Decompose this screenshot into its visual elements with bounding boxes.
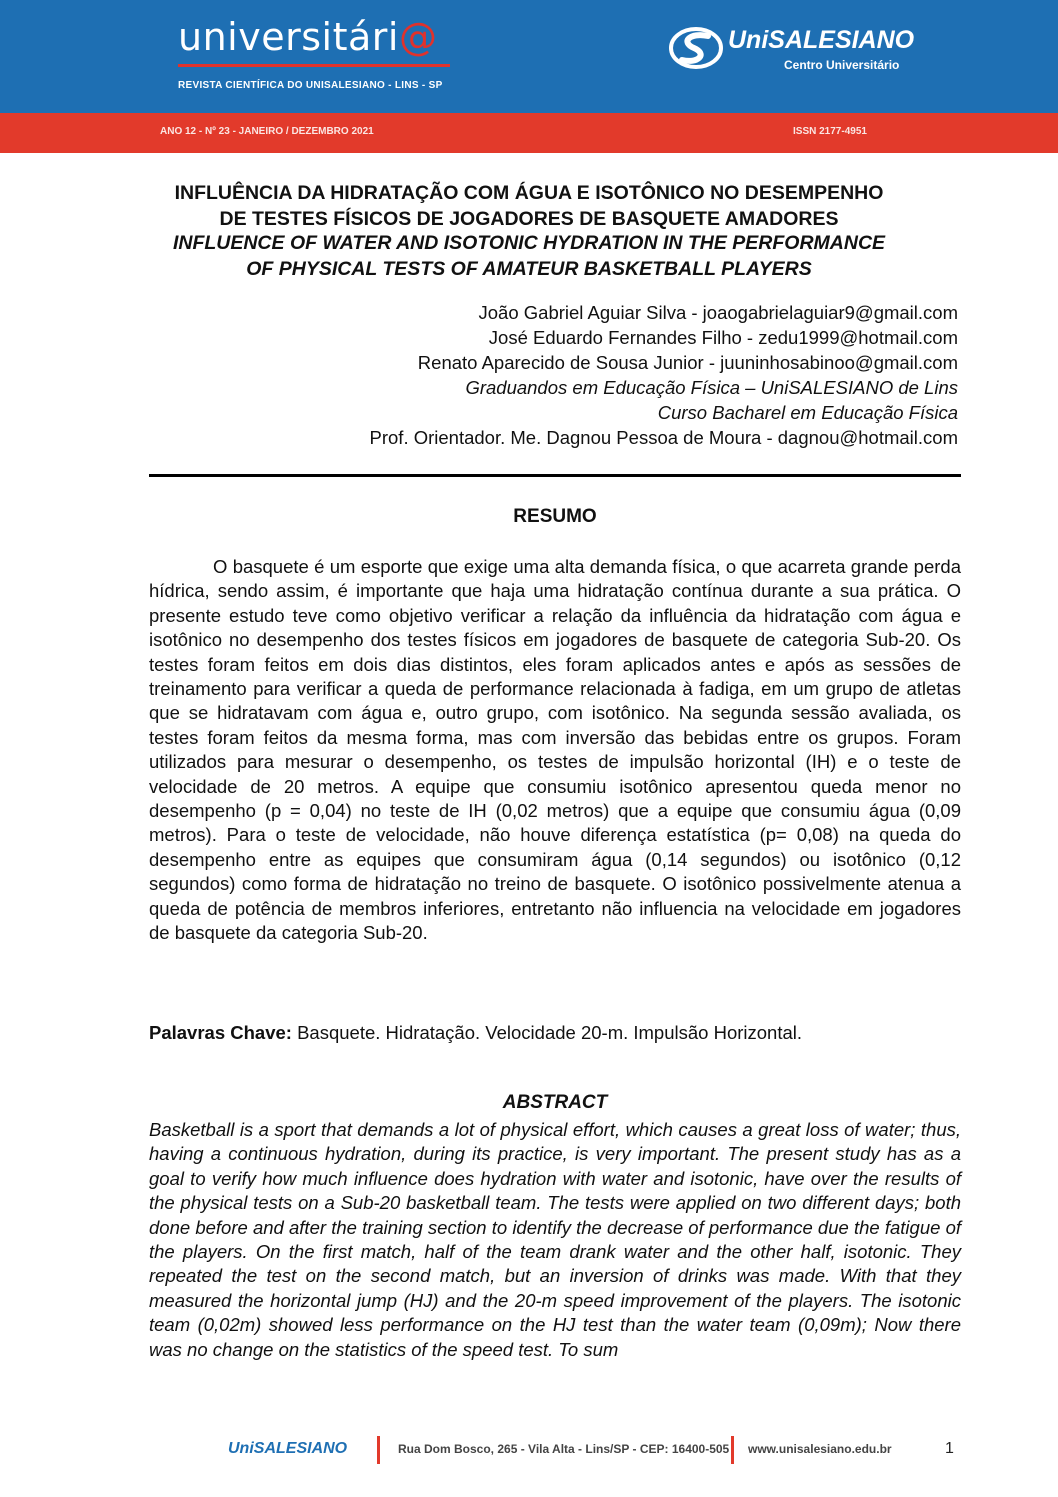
- keywords: Palavras Chave: Basquete. Hidratação. Velocidade 20-m. Impulsão Horizontal.: [149, 1022, 803, 1043]
- abstract-text: Basketball is a sport that demands a lot of physical effort, which causes a great loss of water; thus, having a continuous hydration, during its practice, is very important. The present study has as a goal to verify how much influence does hydration with water and isotonic, have over the results of the physical tests on a Sub-20 basketball team. The tests were applied on two different days; both done before and after the training section to identify the decrease of performance due the fatigue of the players. On the first match, half of the team drank water and the other half, isotonic. They repeated the test on the second match, but an inversion of drinks was made. With that they measured the horizontal jump (HJ) and the 20-m speed improvement of the players. The isotonic team (0,02m) showed less performance on the HJ test than the water team (0,09m); Now there was no change on the statistics of the speed test. To sum: [149, 1119, 961, 1360]
- title-english: INFLUENCE OF WATER AND ISOTONIC HYDRATION IN THE PERFORMANCE OF PHYSICAL TESTS OF AMATEUR BASKETBALL PLAYERS: [172, 232, 886, 280]
- divider: [149, 474, 961, 477]
- title-portuguese: INFLUÊNCIA DA HIDRATAÇÃO COM ÁGUA E ISOTÔNICO NO DESEMPENHO DE TESTES FÍSICOS DE JOGADORES DE BASQUETE AMADORES: [174, 182, 884, 230]
- institution-subtitle: Centro Universitário: [784, 58, 900, 72]
- footer-separator: [731, 1436, 734, 1464]
- footer-logo: UniSALESIANO: [228, 1440, 348, 1457]
- issue-info: ANO 12 - Nº 23 - JANEIRO / DEZEMBRO 2021: [160, 126, 374, 137]
- issn: ISSN 2177-4951: [793, 126, 867, 137]
- abstract-heading: ABSTRACT: [502, 1092, 608, 1113]
- issue-banner: [0, 113, 1058, 153]
- resumo-text: O basquete é um esporte que exige uma alta demanda física, o que acarreta grande perda hídrica, sendo assim, é importante que haja uma hidratação contínua durante a sua prática. O presente estudo teve como objetivo verificar a relação da influência da hidratação com água e isotônico no desempenho dos testes físicos em jogadores de basquete de categoria Sub-20. Os testes foram feitos em dois dias distintos, eles foram aplicados antes e após as sessões de treinamento para verificar a queda de performance relacionada à fadiga, em um grupo de atletas que se hidratavam com água e, outro grupo, com isotônico. Na segunda sessão avaliada, os testes foram feitos da mesma forma, mas com inversão das bebidas entre os grupos. Foram utilizados para mesurar o desempenho, os testes de impulsão horizontal (IH) e o teste de velocidade de 20 metros. A equipe que consumiu isotônico apresentou queda menor no desempenho (p = 0,04) no teste de IH (0,02 metros) que a equipe que consumiu água (0,09 metros). Para o teste de velocidade, não houve diferença estatística (p= 0,08) na queda do desempenho entre as equipes que consumiram água (0,14 segundos) ou isotônico (0,12 segundos) como forma de hidratação no treino de basquete. O isotônico possivelmente atenua a queda de potência de membros inferiores, entretanto não influencia na velocidade em jogadores de basquete da categoria Sub-20.: [149, 556, 961, 944]
- resumo-heading: RESUMO: [513, 506, 597, 527]
- journal-header-banner: [0, 0, 1058, 113]
- author-3: Renato Aparecido de Sousa Junior - juuninhosabinoo@gmail.com: [417, 352, 958, 373]
- course: Curso Bacharel em Educação Física: [657, 402, 958, 423]
- page-number: 1: [945, 1440, 954, 1457]
- journal-subtitle: REVISTA CIENTÍFICA DO UNISALESIANO - LINS - SP: [178, 80, 443, 91]
- author-2: José Eduardo Fernandes Filho - zedu1999@hotmail.com: [488, 327, 958, 348]
- institution-name: UniSALESIANO: [728, 26, 915, 54]
- footer-website: www.unisalesiano.edu.br: [748, 1442, 892, 1456]
- advisor: Prof. Orientador. Me. Dagnou Pessoa de Moura - dagnou@hotmail.com: [369, 427, 958, 448]
- author-1: João Gabriel Aguiar Silva - joaogabrielaguiar9@gmail.com: [478, 302, 958, 323]
- logo-underline: [178, 64, 450, 67]
- journal-logo: universitári@: [178, 15, 438, 59]
- footer-address: Rua Dom Bosco, 265 - Vila Alta - Lins/SP - CEP: 16400-505: [398, 1442, 730, 1456]
- unisalesiano-logo-icon: [668, 24, 724, 72]
- author-block: [370, 300, 958, 450]
- footer-separator: [377, 1436, 380, 1464]
- affiliation: Graduandos em Educação Física – UniSALESIANO de Lins: [465, 377, 958, 398]
